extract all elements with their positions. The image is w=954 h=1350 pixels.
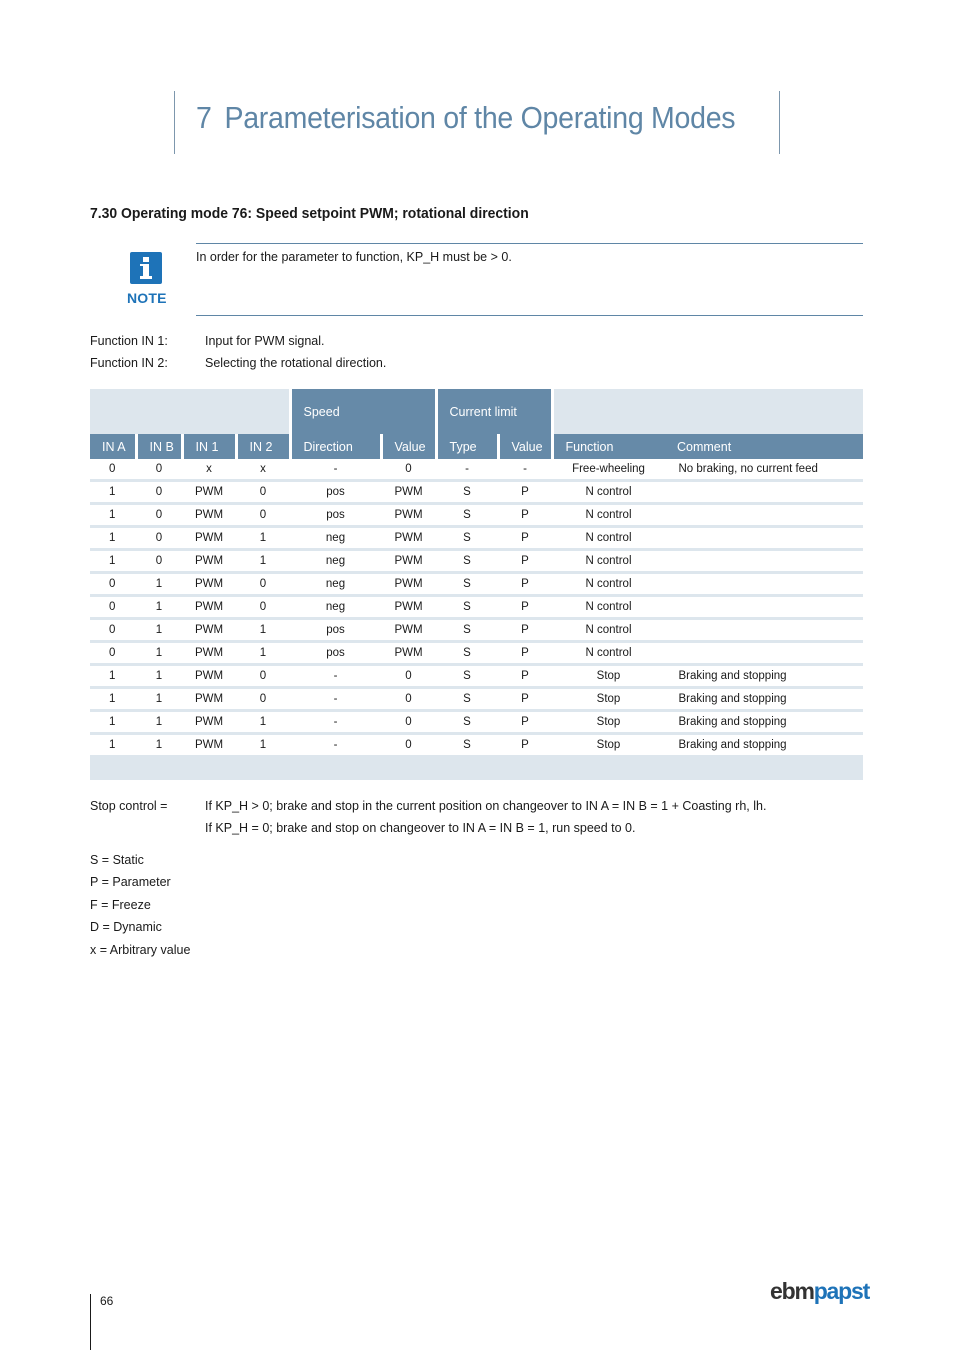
legend-dynamic: D = Dynamic [90, 920, 162, 934]
cell-in-a: 0 [90, 642, 136, 665]
cell-comment [665, 504, 863, 527]
cell-current-value: P [498, 481, 552, 504]
chapter-right-rule [779, 91, 780, 154]
chapter-left-rule [174, 91, 175, 154]
cell-function: N control [552, 527, 665, 550]
cell-in-a: 0 [90, 573, 136, 596]
cell-in-a: 0 [90, 459, 136, 481]
cell-speed-value: PWM [381, 550, 436, 573]
cell-in-a: 1 [90, 711, 136, 734]
function-in2-text: Selecting the rotational direction. [205, 356, 387, 370]
cell-current-value: P [498, 688, 552, 711]
cell-function: N control [552, 642, 665, 665]
cell-in-2: 1 [236, 619, 290, 642]
cell-function: Free-wheeling [552, 459, 665, 481]
cell-speed-value: PWM [381, 642, 436, 665]
cell-type: S [436, 642, 498, 665]
col-header-direction: Direction [290, 434, 381, 459]
cell-in-1: PWM [182, 642, 236, 665]
cell-function: N control [552, 596, 665, 619]
cell-in-b: 1 [136, 734, 182, 757]
stop-control-line1: If KP_H > 0; brake and stop in the current position on changeover to IN A = IN B = 1 + Coasting rh, lh. [205, 799, 767, 813]
cell-comment [665, 481, 863, 504]
cell-in-b: 1 [136, 665, 182, 688]
note-text: In order for the parameter to function, KP_H must be > 0. [196, 250, 512, 264]
cell-speed-value: PWM [381, 619, 436, 642]
table-row [90, 504, 863, 527]
cell-type: S [436, 527, 498, 550]
cell-in-1: PWM [182, 688, 236, 711]
cell-comment: Braking and stopping [665, 711, 863, 734]
cell-in-a: 1 [90, 665, 136, 688]
col-header-current-value: Value [498, 434, 552, 459]
chapter-title-text: Parameterisation of the Operating Modes [224, 100, 736, 135]
cell-comment [665, 596, 863, 619]
cell-function: N control [552, 619, 665, 642]
cell-in-2: 0 [236, 688, 290, 711]
cell-direction: - [290, 734, 381, 757]
cell-type: S [436, 596, 498, 619]
cell-in-b: 1 [136, 596, 182, 619]
cell-in-1: PWM [182, 596, 236, 619]
section-title: 7.30 Operating mode 76: Speed setpoint PWM; rotational direction [90, 205, 529, 222]
cell-in-b: 1 [136, 711, 182, 734]
ebmpapst-logo [770, 1278, 869, 1305]
cell-function: Stop [552, 734, 665, 757]
cell-speed-value: 0 [381, 711, 436, 734]
cell-type: - [436, 459, 498, 481]
note-label: NOTE [127, 290, 167, 306]
cell-comment: Braking and stopping [665, 734, 863, 757]
header-blank-left [90, 389, 290, 434]
cell-in-2: 0 [236, 573, 290, 596]
cell-in-a: 1 [90, 688, 136, 711]
cell-current-value: P [498, 527, 552, 550]
col-header-in-a: IN A [90, 434, 136, 459]
table-row [90, 711, 863, 734]
cell-in-1: x [182, 459, 236, 481]
cell-function: Stop [552, 688, 665, 711]
table-row [90, 527, 863, 550]
function-in2-label: Function IN 2: [90, 356, 168, 370]
cell-current-value: P [498, 734, 552, 757]
cell-comment: Braking and stopping [665, 688, 863, 711]
col-header-in-b: IN B [136, 434, 182, 459]
cell-in-2: 0 [236, 504, 290, 527]
stop-control-label: Stop control = [90, 799, 168, 813]
cell-in-1: PWM [182, 665, 236, 688]
cell-current-value: P [498, 619, 552, 642]
cell-type: S [436, 550, 498, 573]
cell-current-value: P [498, 596, 552, 619]
table-row [90, 642, 863, 665]
cell-type: S [436, 619, 498, 642]
cell-type: S [436, 688, 498, 711]
cell-function: Stop [552, 711, 665, 734]
cell-in-b: 1 [136, 619, 182, 642]
function-in1-text: Input for PWM signal. [205, 334, 325, 348]
cell-in-2: 1 [236, 734, 290, 757]
chapter-title [196, 100, 736, 148]
cell-type: S [436, 711, 498, 734]
cell-type: S [436, 504, 498, 527]
cell-current-value: P [498, 711, 552, 734]
note-top-rule [196, 243, 863, 244]
cell-current-value: - [498, 459, 552, 481]
cell-type: S [436, 573, 498, 596]
legend-freeze: F = Freeze [90, 898, 151, 912]
cell-function: N control [552, 573, 665, 596]
legend-arbitrary: x = Arbitrary value [90, 943, 191, 957]
cell-speed-value: PWM [381, 504, 436, 527]
table-row [90, 665, 863, 688]
cell-comment [665, 573, 863, 596]
cell-speed-value: 0 [381, 665, 436, 688]
cell-comment [665, 619, 863, 642]
cell-current-value: P [498, 665, 552, 688]
cell-speed-value: 0 [381, 688, 436, 711]
cell-speed-value: 0 [381, 459, 436, 481]
cell-in-b: 1 [136, 573, 182, 596]
cell-current-value: P [498, 573, 552, 596]
table-row [90, 596, 863, 619]
cell-in-a: 1 [90, 504, 136, 527]
chapter-number: 7 [196, 100, 212, 135]
cell-in-1: PWM [182, 527, 236, 550]
cell-in-2: 0 [236, 481, 290, 504]
cell-current-value: P [498, 550, 552, 573]
note-bottom-rule [196, 315, 863, 316]
cell-in-2: x [236, 459, 290, 481]
cell-function: N control [552, 504, 665, 527]
col-header-type: Type [436, 434, 498, 459]
cell-direction: pos [290, 504, 381, 527]
cell-type: S [436, 481, 498, 504]
table-row [90, 734, 863, 757]
cell-direction: neg [290, 527, 381, 550]
cell-comment: Braking and stopping [665, 665, 863, 688]
cell-in-b: 1 [136, 642, 182, 665]
cell-function: N control [552, 481, 665, 504]
col-header-in-2: IN 2 [236, 434, 290, 459]
cell-direction: pos [290, 481, 381, 504]
cell-speed-value: PWM [381, 573, 436, 596]
cell-in-1: PWM [182, 504, 236, 527]
stop-control-line2: If KP_H = 0; brake and stop on changeover to IN A = IN B = 1, run speed to 0. [205, 821, 636, 835]
cell-in-2: 1 [236, 642, 290, 665]
cell-comment [665, 550, 863, 573]
col-header-in-1: IN 1 [182, 434, 236, 459]
table-footer-band [90, 758, 863, 780]
cell-in-1: PWM [182, 550, 236, 573]
cell-comment [665, 527, 863, 550]
logo-papst: papst [813, 1278, 870, 1304]
table-row [90, 573, 863, 596]
group-header-speed: Speed [290, 389, 436, 434]
cell-direction: neg [290, 550, 381, 573]
cell-current-value: P [498, 504, 552, 527]
cell-in-a: 1 [90, 550, 136, 573]
info-icon [130, 252, 162, 284]
cell-direction: - [290, 711, 381, 734]
cell-in-1: PWM [182, 573, 236, 596]
col-header-function: Function [552, 434, 665, 459]
cell-function: Stop [552, 665, 665, 688]
col-header-speed-value: Value [381, 434, 436, 459]
cell-direction: neg [290, 573, 381, 596]
table-body [90, 459, 863, 757]
cell-in-2: 1 [236, 527, 290, 550]
cell-direction: pos [290, 642, 381, 665]
cell-in-2: 1 [236, 550, 290, 573]
col-header-comment: Comment [665, 434, 863, 459]
cell-in-b: 0 [136, 527, 182, 550]
cell-direction: - [290, 688, 381, 711]
header-blank-right [552, 389, 863, 434]
logo-ebm: ebm [770, 1278, 814, 1304]
cell-in-a: 1 [90, 527, 136, 550]
cell-in-a: 0 [90, 619, 136, 642]
table-row [90, 481, 863, 504]
cell-in-1: PWM [182, 481, 236, 504]
cell-speed-value: PWM [381, 527, 436, 550]
cell-speed-value: PWM [381, 481, 436, 504]
cell-in-2: 1 [236, 711, 290, 734]
table-row [90, 619, 863, 642]
cell-direction: - [290, 665, 381, 688]
cell-in-b: 0 [136, 504, 182, 527]
cell-in-b: 0 [136, 550, 182, 573]
cell-in-a: 1 [90, 734, 136, 757]
legend-static: S = Static [90, 853, 144, 867]
page-footer-rule [90, 1294, 91, 1350]
operating-mode-table [90, 389, 863, 780]
cell-comment [665, 642, 863, 665]
cell-in-2: 0 [236, 665, 290, 688]
cell-direction: neg [290, 596, 381, 619]
legend-parameter: P = Parameter [90, 875, 171, 889]
group-header-current-limit: Current limit [436, 389, 552, 434]
cell-in-1: PWM [182, 711, 236, 734]
cell-in-b: 0 [136, 481, 182, 504]
cell-speed-value: 0 [381, 734, 436, 757]
cell-type: S [436, 734, 498, 757]
cell-in-b: 1 [136, 688, 182, 711]
cell-current-value: P [498, 642, 552, 665]
cell-in-1: PWM [182, 734, 236, 757]
table-row [90, 688, 863, 711]
cell-direction: pos [290, 619, 381, 642]
page-number: 66 [100, 1294, 114, 1308]
cell-speed-value: PWM [381, 596, 436, 619]
cell-function: N control [552, 550, 665, 573]
table-row [90, 459, 863, 481]
cell-in-b: 0 [136, 459, 182, 481]
cell-comment: No braking, no current feed [665, 459, 863, 481]
table-row [90, 550, 863, 573]
cell-direction: - [290, 459, 381, 481]
cell-in-a: 0 [90, 596, 136, 619]
cell-in-1: PWM [182, 619, 236, 642]
cell-in-a: 1 [90, 481, 136, 504]
cell-type: S [436, 665, 498, 688]
cell-in-2: 0 [236, 596, 290, 619]
function-in1-label: Function IN 1: [90, 334, 168, 348]
